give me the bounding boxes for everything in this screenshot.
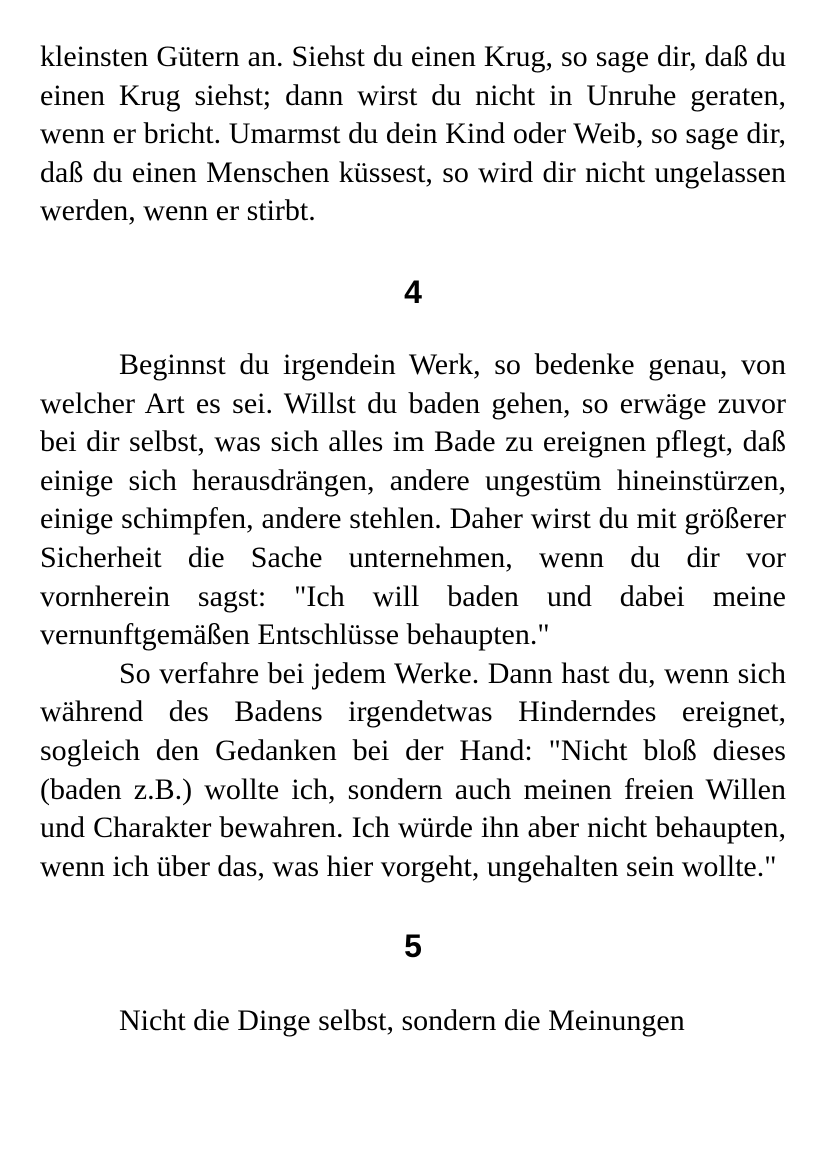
section-heading-5: 5 <box>404 928 422 965</box>
section-4-paragraph-2: So verfahre bei jedem Werke. Dann hast du, wenn sich während des Badens irgendetwas Hinderndes ereignet, sogleich den Gedanken bei der Hand: "Nicht bloß dieses (baden z.B.) wollte ich, sondern auch meinen freien Willen und Charakter bewahren. Ich würde ihn aber nicht behaupten, wenn ich über das, was hier vorgeht, ungehalten sein wollte." <box>40 656 786 883</box>
paragraph-intro: kleinsten Gütern an. Siehst du einen Krug, so sage dir, daß du einen Krug siehst; dann wirst du nicht in Unruhe geraten, wenn er bricht. Umarmst du dein Kind oder Weib, so sage dir, daß du einen Menschen küssest, so wird dir nicht ungelassen werden, wenn er stirbt. <box>40 40 786 228</box>
document-page <box>40 38 786 1041</box>
section-heading-4: 4 <box>404 273 422 310</box>
section-4-paragraph-1: Beginnst du irgendein Werk, so bedenke genau, von welcher Art es sei. Willst du baden gehen, so erwäge zuvor bei dir selbst, was sich alles im Bade zu ereignen pflegt, daß einige sich herausdrängen, andere ungestüm hineinstürzen, einige schimpfen, andere stehlen. Daher wirst du mit größerer Sicherheit die Sache unternehmen, wenn du dir vor vornherein sagst: "Ich will baden und dabei meine vernunftgemäßen Entschlüsse behaupten." <box>40 347 786 652</box>
section-5-paragraph-1: Nicht die Dinge selbst, sondern die Meinungen <box>119 1004 685 1038</box>
